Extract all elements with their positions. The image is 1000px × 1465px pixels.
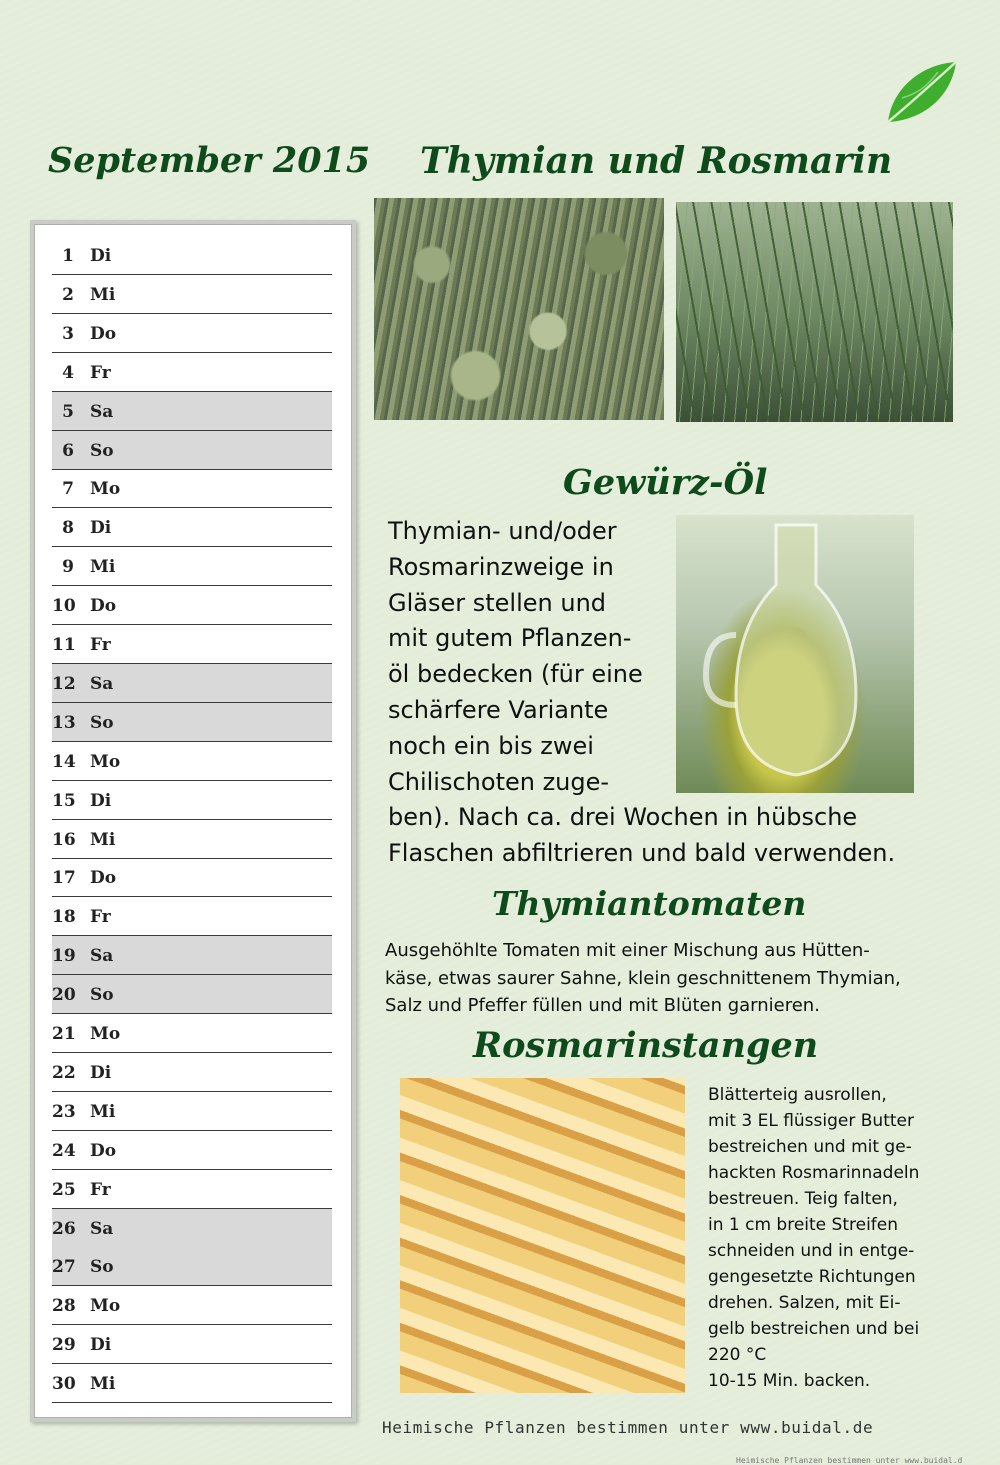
weekday: Fr bbox=[90, 362, 111, 383]
weekday: Mi bbox=[90, 1374, 116, 1395]
calendar-row bbox=[52, 975, 332, 1014]
day-number: 30 bbox=[52, 1374, 76, 1395]
day-number: 2 bbox=[62, 284, 74, 305]
weekday: Mo bbox=[90, 1024, 121, 1044]
calendar-row bbox=[52, 508, 332, 547]
month-title: September 2015 bbox=[48, 140, 371, 181]
day-number: 9 bbox=[62, 557, 74, 578]
calendar-row bbox=[52, 1286, 332, 1325]
calendar-table bbox=[30, 220, 356, 1422]
day-number: 7 bbox=[62, 479, 74, 500]
weekday: Do bbox=[90, 868, 117, 889]
calendar-row bbox=[52, 897, 332, 936]
weekday: Di bbox=[90, 518, 112, 539]
weekday: Mi bbox=[90, 284, 116, 305]
day-number: 21 bbox=[52, 1024, 76, 1044]
calendar-row bbox=[52, 431, 332, 470]
calendar-row bbox=[52, 1131, 332, 1170]
weekday: Do bbox=[90, 1140, 117, 1161]
weekday: Sa bbox=[90, 1218, 114, 1239]
weekday: So bbox=[90, 985, 114, 1006]
calendar-row bbox=[52, 781, 332, 820]
day-number: 6 bbox=[62, 440, 74, 461]
weekday: Sa bbox=[90, 673, 114, 694]
calendar-row bbox=[52, 586, 332, 625]
calendar-row bbox=[52, 1247, 332, 1286]
calendar-row bbox=[52, 1209, 332, 1248]
weekday: Mo bbox=[90, 479, 121, 500]
weekday: Fr bbox=[90, 635, 111, 655]
thyme-photo bbox=[374, 198, 664, 420]
calendar-row bbox=[52, 1364, 332, 1403]
day-number: 16 bbox=[52, 829, 76, 850]
day-number: 15 bbox=[52, 790, 76, 811]
calendar-row bbox=[52, 625, 332, 664]
calendar-row bbox=[52, 820, 332, 859]
footer-link-text: Heimische Pflanzen bestimmen unter www.buidal.de bbox=[382, 1418, 874, 1437]
oil-heading: Gewürz-Öl bbox=[563, 462, 768, 503]
weekday: So bbox=[90, 712, 114, 733]
calendar-row bbox=[52, 703, 332, 742]
day-number: 25 bbox=[52, 1179, 76, 1200]
day-number: 4 bbox=[62, 362, 74, 383]
calendar-row bbox=[52, 236, 332, 275]
day-number: 26 bbox=[52, 1218, 76, 1239]
weekday: Do bbox=[90, 596, 117, 617]
day-number: 10 bbox=[52, 596, 76, 617]
day-number: 20 bbox=[52, 985, 76, 1006]
weekday: Di bbox=[90, 246, 112, 266]
day-number: 19 bbox=[52, 946, 76, 967]
day-number: 14 bbox=[52, 751, 76, 772]
rosemary-photo bbox=[676, 202, 953, 422]
oil-instructions: Thymian- und/oder Rosmarinzweige in Gläser stellen und mit gutem Pflanzen- öl bedecken (für eine schärfere Variante noch ein bis zwei Chilischoten zuge- ben). Nach ca. drei Wochen in hübsche Flaschen abfiltrieren und bald verwenden. bbox=[388, 517, 896, 868]
calendar-row bbox=[52, 1325, 332, 1364]
day-number: 24 bbox=[52, 1140, 76, 1161]
tomatoes-heading: Thymiantomaten bbox=[492, 884, 807, 923]
calendar-row bbox=[52, 1014, 332, 1053]
calendar-row bbox=[52, 936, 332, 975]
day-number: 8 bbox=[62, 518, 74, 539]
day-number: 11 bbox=[52, 635, 76, 655]
day-number: 1 bbox=[62, 246, 74, 266]
day-number: 3 bbox=[62, 323, 74, 344]
weekday: Sa bbox=[90, 401, 114, 422]
weekday: Mo bbox=[90, 1296, 121, 1317]
weekday: So bbox=[90, 440, 114, 461]
weekday: So bbox=[90, 1257, 114, 1278]
leaf-icon bbox=[882, 58, 962, 130]
page-title: Thymian und Rosmarin bbox=[420, 140, 893, 182]
tomatoes-instructions: Ausgehöhlte Tomaten mit einer Mischung aus Hütten- käse, etwas saurer Sahne, klein geschnittenem Thymian, Salz und Pfeffer füllen und mit Blüten garnieren. bbox=[385, 940, 901, 1016]
footer-small-text: Heimische Pflanzen bestimmen unter www.buidal.d bbox=[736, 1456, 963, 1465]
rosemary-sticks-photo bbox=[400, 1078, 685, 1393]
sticks-instructions: Blätterteig ausrollen, mit 3 EL flüssiger Butter bestreichen und mit ge- hackten Rosmarinnadeln bestreuen. Teig falten, in 1 cm breite Streifen schneiden und in entge- gengesetzte Richtungen drehen. Salzen, mit Ei- gelb bestreichen und bei 220 °C 10-15 Min. backen. bbox=[708, 1085, 920, 1391]
calendar-row bbox=[52, 664, 332, 703]
weekday: Mo bbox=[90, 751, 121, 772]
day-number: 17 bbox=[52, 868, 76, 889]
calendar-row bbox=[52, 858, 332, 897]
calendar-row bbox=[52, 742, 332, 781]
day-number: 23 bbox=[52, 1101, 76, 1122]
calendar-row bbox=[52, 1170, 332, 1209]
weekday: Di bbox=[90, 1062, 112, 1083]
calendar-row bbox=[52, 469, 332, 508]
calendar-row bbox=[52, 547, 332, 586]
oil-bottle-photo bbox=[676, 515, 914, 793]
weekday: Mi bbox=[90, 557, 116, 578]
calendar-row bbox=[52, 275, 332, 314]
day-number: 5 bbox=[62, 401, 74, 422]
day-number: 18 bbox=[52, 907, 76, 928]
weekday: Di bbox=[90, 790, 112, 811]
day-number: 28 bbox=[52, 1296, 76, 1317]
calendar-row bbox=[52, 1092, 332, 1131]
bottle-illustration bbox=[676, 515, 914, 793]
weekday: Fr bbox=[90, 1179, 111, 1200]
weekday: Mi bbox=[90, 829, 116, 850]
day-number: 22 bbox=[52, 1062, 76, 1083]
calendar-row bbox=[52, 314, 332, 353]
day-number: 12 bbox=[52, 673, 76, 694]
day-number: 13 bbox=[52, 712, 76, 733]
weekday: Di bbox=[90, 1335, 112, 1356]
calendar-row bbox=[52, 392, 332, 431]
weekday: Fr bbox=[90, 907, 111, 928]
calendar-row bbox=[52, 353, 332, 392]
day-number: 29 bbox=[52, 1335, 76, 1356]
weekday: Mi bbox=[90, 1101, 116, 1122]
day-number: 27 bbox=[52, 1257, 76, 1278]
calendar-row bbox=[52, 1053, 332, 1092]
weekday: Sa bbox=[90, 946, 114, 967]
sticks-heading: Rosmarinstangen bbox=[473, 1025, 819, 1066]
weekday: Do bbox=[90, 323, 117, 344]
